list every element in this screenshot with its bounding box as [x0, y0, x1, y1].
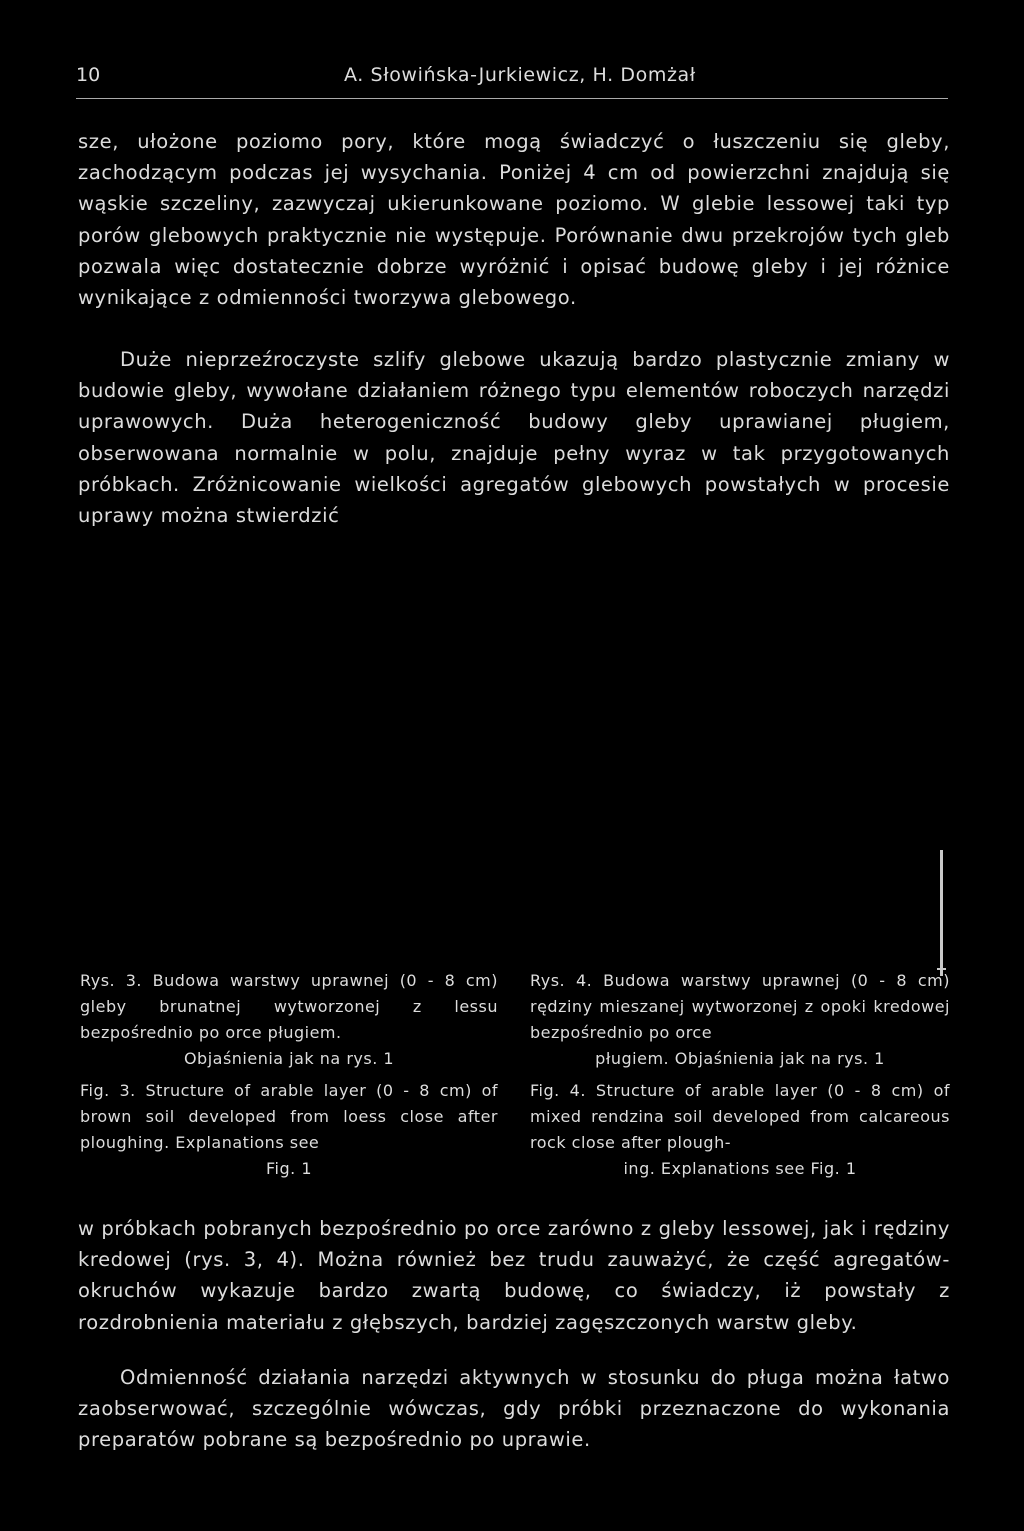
scale-bar — [940, 850, 943, 976]
figure-4-caption-english-last-line: ing. Explanations see Fig. 1 — [623, 1159, 857, 1178]
paragraph-2: Duże nieprzeźroczyste szlify glebowe ukazują bardzo plastycznie zmiany w budowie gleby, wywołane działaniem różnego typu elementów roboczych narzędzi uprawowych. Duża heterogeniczność budowy gleby uprawianej pługiem, obserwowana normalnie w polu, znajduje pełny wyraz w tak przygotowanych próbkach. Zróżnicowanie wielkości agregatów glebowych powstałych w procesie uprawy można stwierdzić — [78, 348, 950, 528]
paragraph-1: sze, ułożone poziomo pory, które mogą świadczyć o łuszczeniu się gleby, zachodzącym podczas jej wysychania. Poniżej 4 cm od powierzchni znajdują się wąskie szczeliny, zazwyczaj ukierunkowane poziomo. W glebie lessowej taki typ porów glebowych praktycznie nie występuje. Porównanie dwu przekrojów tych gleb pozwala więc dostatecznie dobrze wyróżnić i opisać budowę gleby i jej różnice wynikające z odmienności tworzywa glebowego. — [78, 130, 950, 310]
page-number: 10 — [76, 64, 101, 86]
figure-4-caption-english — [530, 1078, 950, 1182]
figure-3-caption-polish-text: Rys. 3. Budowa warstwy uprawnej (0 - 8 cm) gleby brunatnej wytworzonej z lessu bezpośrednio po orce pługiem. — [80, 971, 498, 1042]
figure-3-caption-english-last-line: Fig. 1 — [266, 1159, 312, 1178]
paragraph-3: w próbkach pobranych bezpośrednio po orce zarówno z gleby lessowej, jak i rędziny kredowej (rys. 3, 4). Można również bez trudu zauważyć, że część agregatów-okruchów wykazuje bardzo zwartą budowę, co świadczy, iż powstały z rozdrobnienia materiału z głębszych, bardziej zagęszczonych warstw gleby. — [78, 1217, 950, 1334]
page-header — [76, 64, 948, 99]
figure-3-caption-polish — [80, 968, 498, 1072]
paragraph-4: Odmienność działania narzędzi aktywnych w stosunku do pługa można łatwo zaobserwować, szczególnie wówczas, gdy próbki przeznaczone do wykonania preparatów pobrane są bezpośrednio po uprawie. — [78, 1366, 950, 1452]
figure-4-caption-polish — [530, 968, 950, 1072]
figure-images-area — [78, 540, 950, 965]
figure-4-caption-english-text: Fig. 4. Structure of arable layer (0 - 8 cm) of mixed rendzina soil developed from calcareous rock close after plough- — [530, 1081, 950, 1152]
figure-3-caption-english — [80, 1078, 498, 1182]
figure-4-caption-polish-last-line: pługiem. Objaśnienia jak na rys. 1 — [595, 1049, 885, 1068]
running-head: A. Słowińska-Jurkiewicz, H. Domżał — [344, 64, 696, 86]
figure-3-caption-english-text: Fig. 3. Structure of arable layer (0 - 8 cm) of brown soil developed from loess close after ploughing. Explanations see — [80, 1081, 498, 1152]
figure-3-caption-polish-last-line: Objaśnienia jak na rys. 1 — [183, 1049, 395, 1068]
figure-4-caption-polish-text: Rys. 4. Budowa warstwy uprawnej (0 - 8 cm) rędziny mieszanej wytworzonej z opoki kredowej bezpośrednio po orce — [530, 971, 950, 1042]
